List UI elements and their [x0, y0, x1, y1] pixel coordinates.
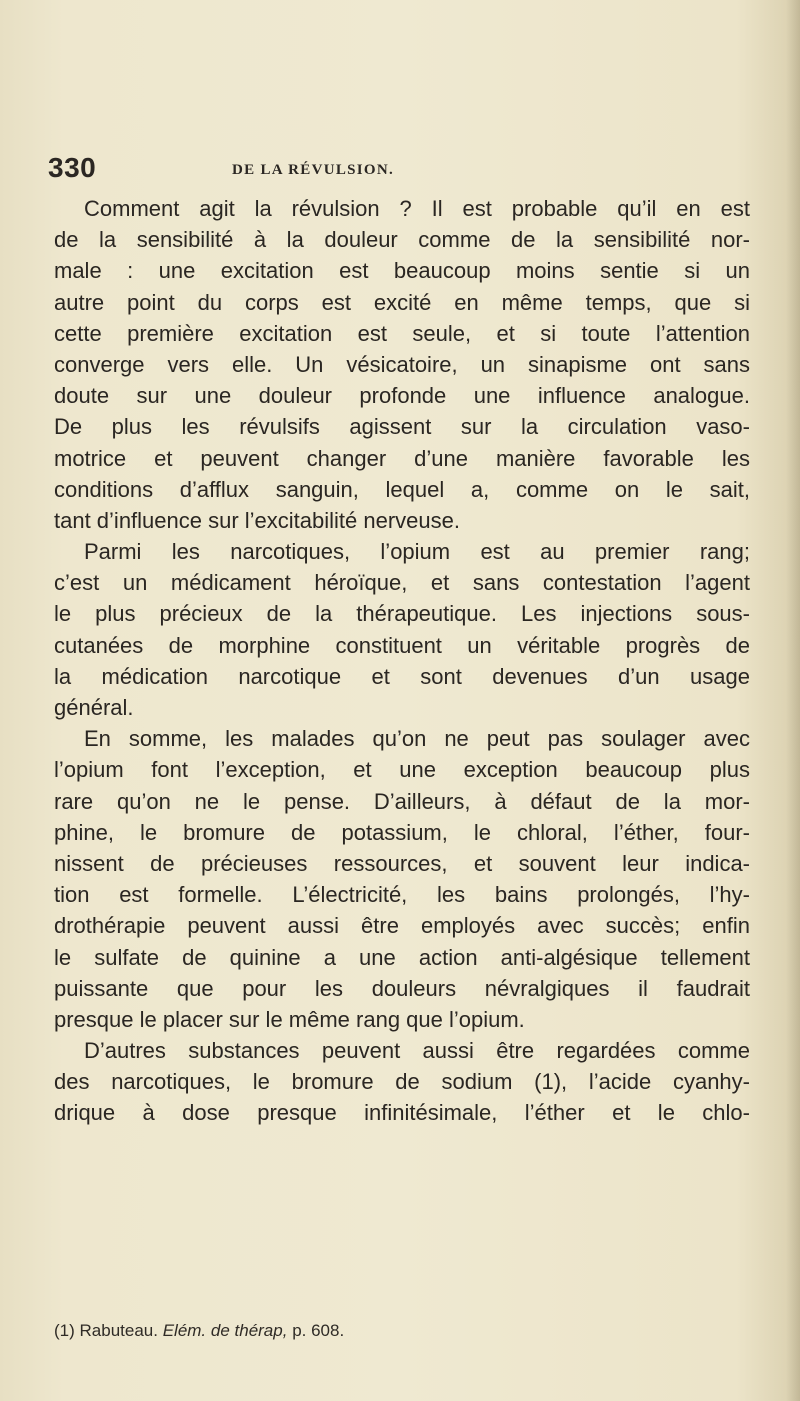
text-line: cette première excitation est seule, et si toute l’attention — [54, 320, 750, 346]
body-text — [54, 193, 750, 1129]
text-line: Comment agit la révulsion ? Il est probable qu’il en est — [84, 196, 750, 221]
text-line: la médication narcotique et sont devenues d’un usage — [54, 663, 750, 689]
text-line: l’opium font l’exception, et une exception beaucoup plus — [54, 757, 750, 783]
page-edge-shadow — [786, 0, 800, 1401]
text-line: autre point du corps est excité en même temps, que si — [54, 289, 750, 315]
text-line: le plus précieux de la thérapeutique. Les injections sous- — [54, 601, 750, 627]
text-line: le sulfate de quinine a une action anti-algésique tellement — [54, 944, 750, 970]
text-line: des narcotiques, le bromure de sodium (1), l’acide cyanhy- — [54, 1069, 750, 1095]
text-line: drique à dose presque infinitésimale, l’éther et le chlo- — [54, 1100, 750, 1126]
text-line: En somme, les malades qu’on ne peut pas soulager avec — [84, 726, 750, 752]
text-line: puissante que pour les douleurs névralgiques il faudrait — [54, 975, 750, 1001]
footnote-marker: (1) — [54, 1321, 75, 1340]
text-line: male : une excitation est beaucoup moins sentie si un — [54, 258, 750, 284]
text-line: tant d’influence sur l’excitabilité nerveuse. — [54, 507, 461, 533]
text-line: Parmi les narcotiques, l’opium est au premier rang; — [84, 539, 750, 565]
text-line: motrice et peuvent changer d’une manière favorable les — [54, 445, 750, 471]
text-line: presque le placer sur le même rang que l’opium. — [54, 1006, 525, 1032]
text-line: drothérapie peuvent aussi être employés avec succès; enfin — [54, 913, 750, 939]
footnote-page: p. 608. — [292, 1321, 345, 1340]
page-number: 330 — [48, 152, 97, 183]
text-line: nissent de précieuses ressources, et souvent leur indica- — [54, 850, 750, 876]
footnote-author: Rabuteau. — [79, 1321, 158, 1340]
text-line: doute sur une douleur profonde une influence analogue. — [54, 383, 750, 409]
text-line: rare qu’on ne le pense. D’ailleurs, à défaut de la mor- — [54, 788, 750, 814]
text-line: De plus les révulsifs agissent sur la circulation vaso- — [54, 414, 750, 440]
footnote — [54, 1320, 344, 1342]
text-line: D’autres substances peuvent aussi être regardées comme — [84, 1038, 750, 1064]
text-line: cutanées de morphine constituent un véritable progrès de — [54, 632, 750, 658]
text-line: tion est formelle. L’électricité, les bains prolongés, l’hy- — [54, 882, 750, 908]
text-line: général. — [54, 695, 134, 720]
text-line: conditions d’afflux sanguin, lequel a, comme on le sait, — [54, 476, 750, 502]
running-head: DE LA RÉVULSION. — [232, 162, 395, 178]
text-line: phine, le bromure de potassium, le chloral, l’éther, four- — [54, 819, 750, 845]
text-line: c’est un médicament héroïque, et sans contestation l’agent — [54, 570, 750, 596]
footnote-title: Elém. de thérap, — [162, 1321, 288, 1340]
text-line: de la sensibilité à la douleur comme de la sensibilité nor- — [54, 227, 750, 253]
text-line: converge vers elle. Un vésicatoire, un sinapisme ont sans — [54, 351, 750, 377]
page-header — [48, 150, 748, 190]
